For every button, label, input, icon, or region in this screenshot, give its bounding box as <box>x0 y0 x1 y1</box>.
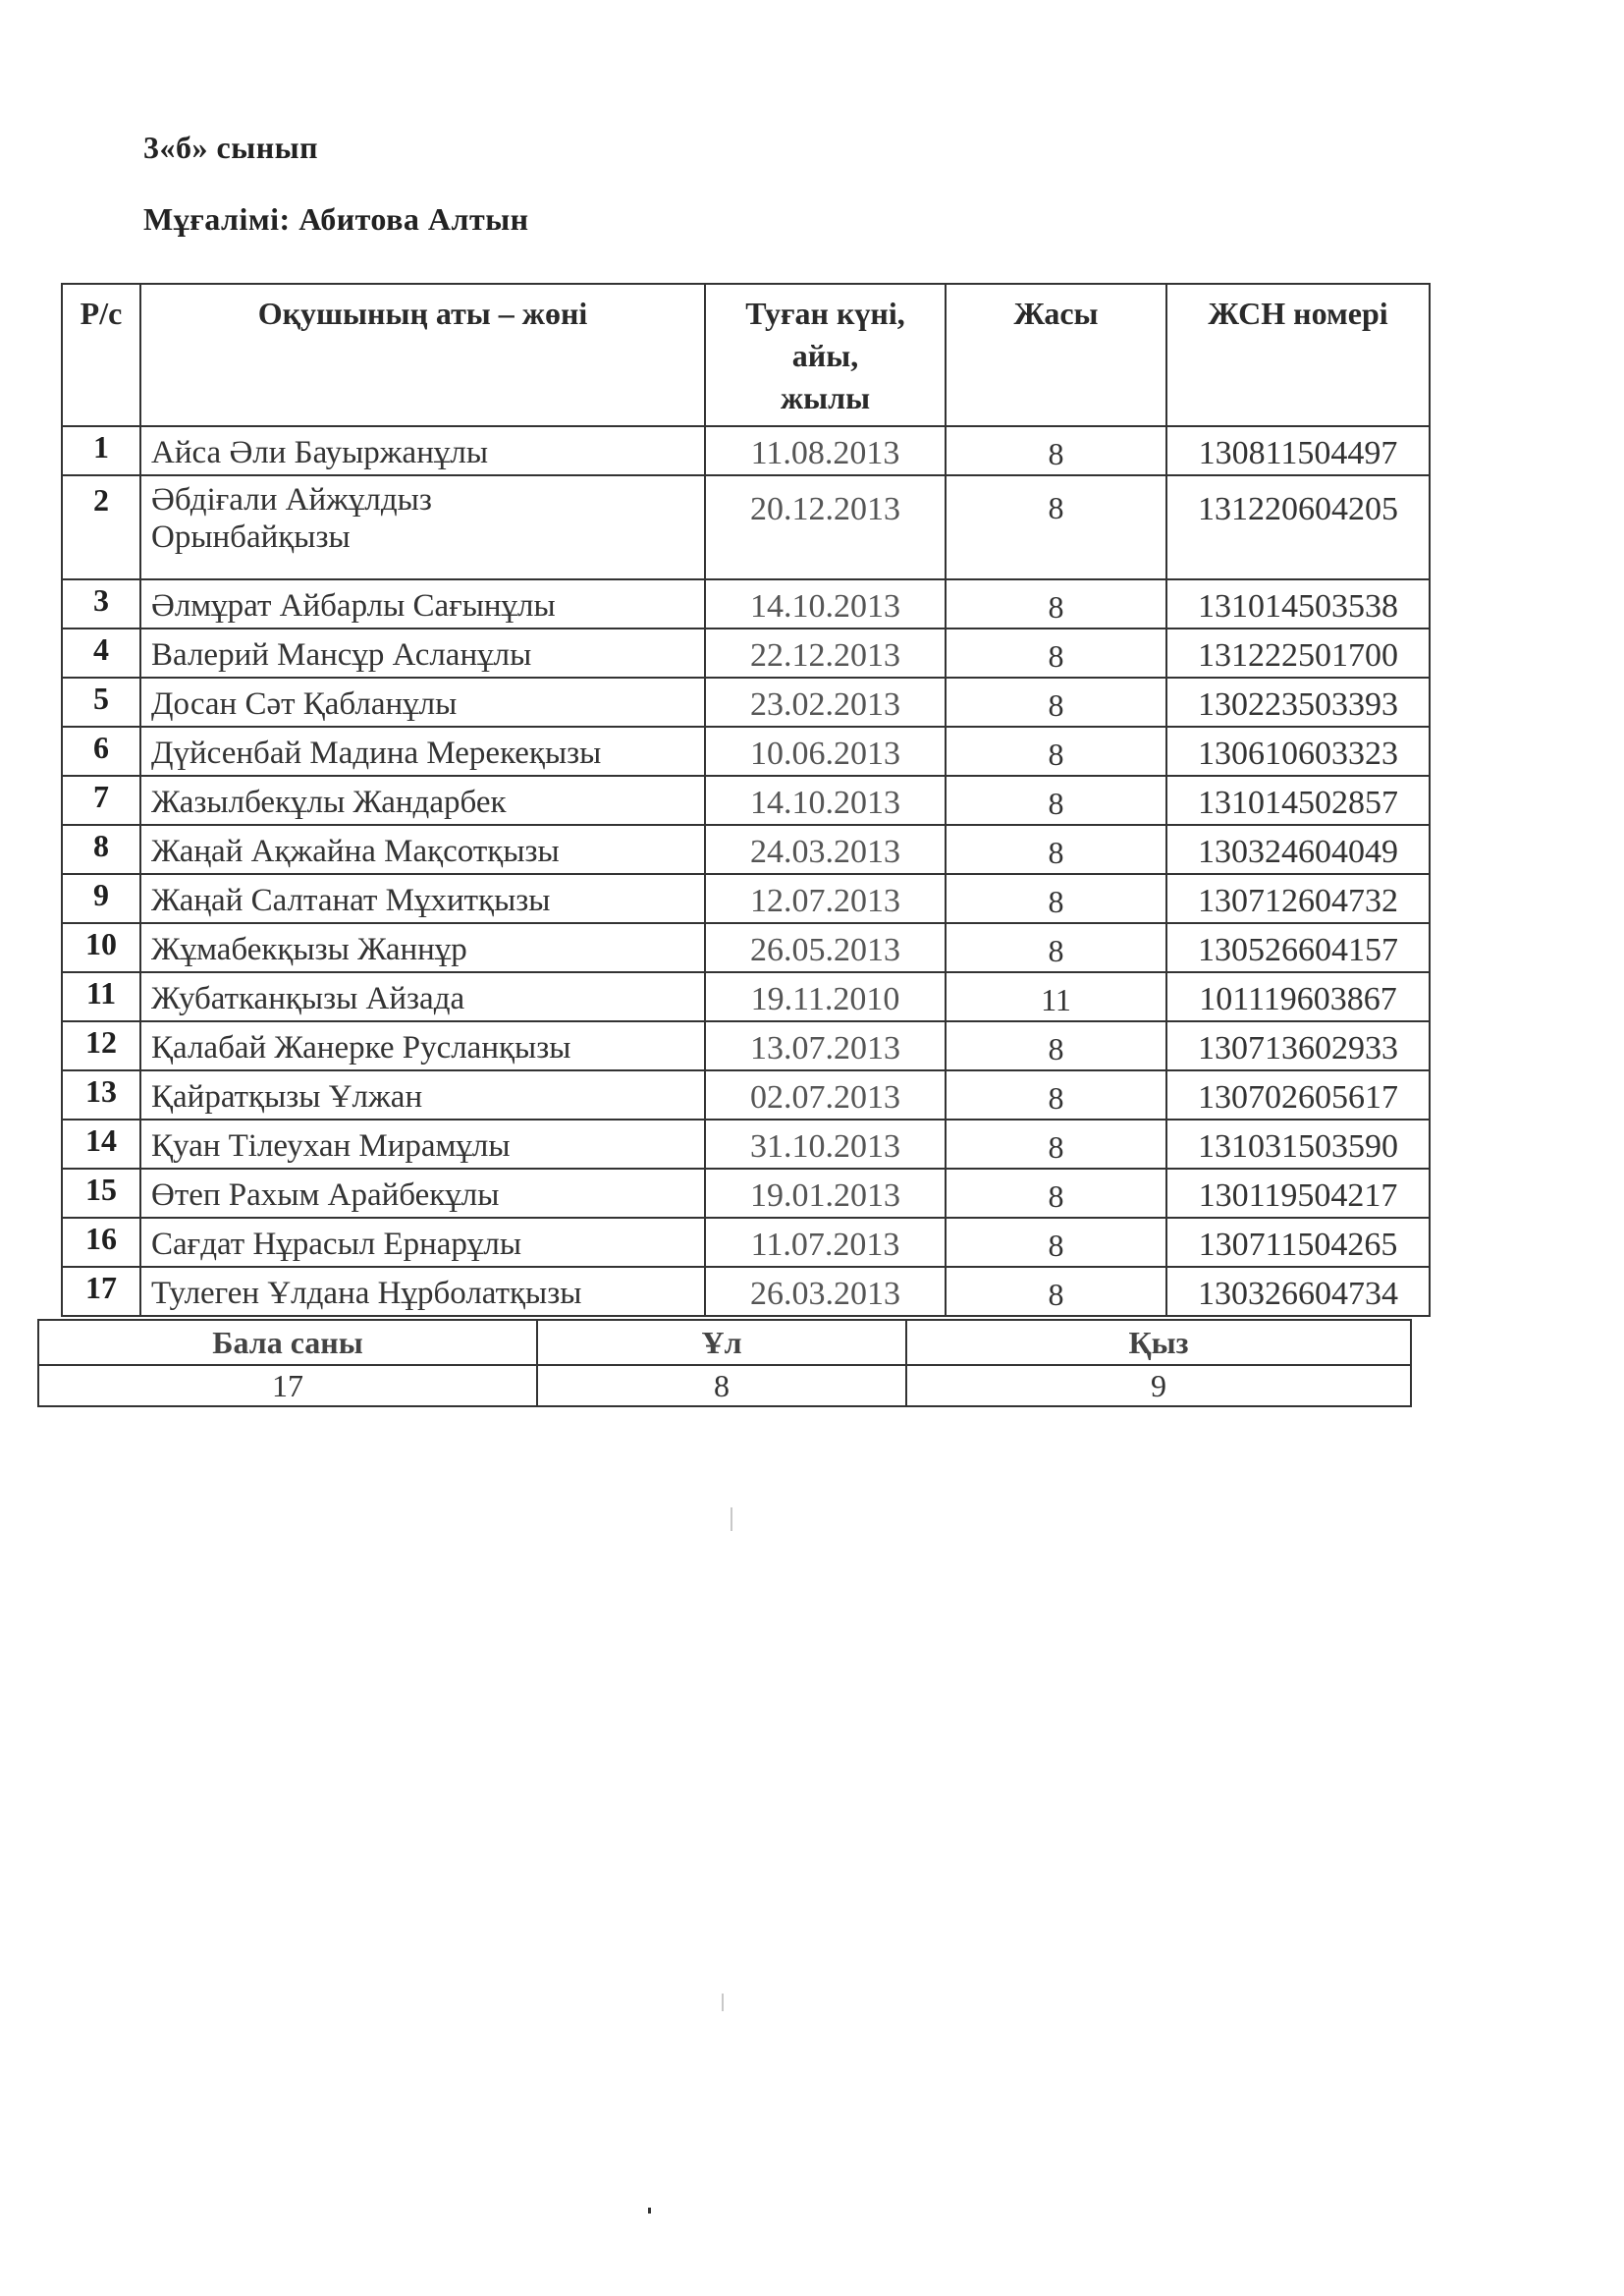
row-name <box>140 1169 705 1218</box>
scan-mark <box>722 1994 724 2011</box>
table-row <box>62 923 1430 972</box>
row-name-line1: Сағдат Нұрасыл Ернарұлы <box>151 1227 522 1263</box>
header-dob-line3: жылы <box>780 380 871 416</box>
row-name-line1: Қайратқызы Ұлжан <box>151 1079 423 1116</box>
row-num: 14 <box>62 1120 140 1169</box>
row-num: 6 <box>62 727 140 776</box>
row-num: 7 <box>62 776 140 825</box>
row-name <box>140 923 705 972</box>
row-age: 8 <box>946 629 1166 678</box>
table-row <box>62 629 1430 678</box>
row-iin: 131031503590 <box>1166 1120 1430 1169</box>
row-age: 8 <box>946 776 1166 825</box>
row-name <box>140 475 705 579</box>
row-name <box>140 629 705 678</box>
row-iin: 101119603867 <box>1166 972 1430 1021</box>
row-iin: 130119504217 <box>1166 1169 1430 1218</box>
scan-mark <box>648 2208 651 2214</box>
row-num: 11 <box>62 972 140 1021</box>
row-name <box>140 972 705 1021</box>
row-iin: 130610603323 <box>1166 727 1430 776</box>
summary-header-girls: Қыз <box>906 1320 1411 1365</box>
row-num: 17 <box>62 1267 140 1316</box>
row-dob: 13.07.2013 <box>705 1021 946 1070</box>
table-row <box>62 1218 1430 1267</box>
header-name: Оқушының аты – жөні <box>140 284 705 426</box>
row-num: 9 <box>62 874 140 923</box>
header-dob <box>705 284 946 426</box>
row-iin: 130526604157 <box>1166 923 1430 972</box>
row-iin: 130711504265 <box>1166 1218 1430 1267</box>
row-name <box>140 579 705 629</box>
row-dob: 26.03.2013 <box>705 1267 946 1316</box>
row-name-line1: Тулеген Ұлдана Нұрболатқызы <box>151 1276 582 1312</box>
row-name-line1: Валерий Мансұр Асланұлы <box>151 637 532 674</box>
row-num: 8 <box>62 825 140 874</box>
row-name <box>140 727 705 776</box>
summary-boys-value: 8 <box>537 1365 906 1406</box>
table-row <box>62 727 1430 776</box>
row-dob: 02.07.2013 <box>705 1070 946 1120</box>
row-num: 3 <box>62 579 140 629</box>
row-name-line1: Айса Әли Бауыржанұлы <box>151 435 488 471</box>
row-name-line1: Жаңай Салтанат Мұхитқызы <box>151 883 551 919</box>
row-age: 8 <box>946 579 1166 629</box>
row-name-line1: Жазылбекұлы Жандарбек <box>151 785 507 821</box>
row-name <box>140 825 705 874</box>
row-age: 8 <box>946 678 1166 727</box>
row-dob: 19.01.2013 <box>705 1169 946 1218</box>
row-name <box>140 678 705 727</box>
table-row <box>62 874 1430 923</box>
row-age: 8 <box>946 874 1166 923</box>
row-name-line1: Қуан Тілеухан Мирамұлы <box>151 1128 511 1165</box>
row-name <box>140 426 705 475</box>
row-dob: 24.03.2013 <box>705 825 946 874</box>
row-iin: 130223503393 <box>1166 678 1430 727</box>
row-num: 10 <box>62 923 140 972</box>
row-name <box>140 874 705 923</box>
row-name-line1: Әбдіғали Айжұлдыз <box>151 482 432 518</box>
row-num: 13 <box>62 1070 140 1120</box>
row-age: 8 <box>946 1070 1166 1120</box>
row-age: 8 <box>946 727 1166 776</box>
row-age: 8 <box>946 1218 1166 1267</box>
row-dob: 22.12.2013 <box>705 629 946 678</box>
row-name-line1: Досан Сәт Қабланұлы <box>151 686 458 723</box>
row-age: 8 <box>946 426 1166 475</box>
scan-mark <box>731 1507 732 1531</box>
row-dob: 26.05.2013 <box>705 923 946 972</box>
row-name <box>140 1070 705 1120</box>
row-name <box>140 1267 705 1316</box>
summary-header-total: Бала саны <box>38 1320 537 1365</box>
row-age: 8 <box>946 1169 1166 1218</box>
row-num: 12 <box>62 1021 140 1070</box>
table-row <box>62 972 1430 1021</box>
row-num: 4 <box>62 629 140 678</box>
row-dob: 14.10.2013 <box>705 579 946 629</box>
header-age: Жасы <box>946 284 1166 426</box>
row-name-line1: Өтеп Рахым Арайбекұлы <box>151 1177 500 1214</box>
row-iin: 130326604734 <box>1166 1267 1430 1316</box>
row-name-line1: Жубатканқызы Айзада <box>151 981 465 1017</box>
row-num: 5 <box>62 678 140 727</box>
table-row <box>62 1120 1430 1169</box>
table-row <box>62 825 1430 874</box>
summary-header-row <box>38 1320 1411 1365</box>
table-row <box>62 579 1430 629</box>
table-row <box>62 475 1430 579</box>
row-num: 2 <box>62 475 140 579</box>
row-name-line1: Қалабай Жанерке Русланқызы <box>151 1030 571 1066</box>
row-iin: 130811504497 <box>1166 426 1430 475</box>
table-row <box>62 1021 1430 1070</box>
summary-table <box>37 1319 1412 1407</box>
row-dob: 10.06.2013 <box>705 727 946 776</box>
row-iin: 131014503538 <box>1166 579 1430 629</box>
table-row <box>62 776 1430 825</box>
row-name-line1: Дүйсенбай Мадина Мерекеқызы <box>151 736 602 772</box>
row-iin: 130324604049 <box>1166 825 1430 874</box>
class-title: 3«б» сынып <box>143 130 319 165</box>
row-iin: 131222501700 <box>1166 629 1430 678</box>
row-age: 8 <box>946 1021 1166 1070</box>
table-row <box>62 1070 1430 1120</box>
students-table-header <box>62 284 1430 426</box>
row-num: 16 <box>62 1218 140 1267</box>
row-iin: 130702605617 <box>1166 1070 1430 1120</box>
summary-girls-value: 9 <box>906 1365 1411 1406</box>
students-table <box>61 283 1431 1317</box>
row-iin: 131220604205 <box>1166 475 1430 579</box>
row-name <box>140 1021 705 1070</box>
row-iin: 130712604732 <box>1166 874 1430 923</box>
row-iin: 130713602933 <box>1166 1021 1430 1070</box>
row-dob: 12.07.2013 <box>705 874 946 923</box>
table-row <box>62 1169 1430 1218</box>
row-name <box>140 776 705 825</box>
row-name-line1: Әлмұрат Айбарлы Сағынұлы <box>151 588 556 625</box>
teacher-line: Мұғалімі: Абитова Алтын <box>143 201 529 237</box>
row-dob: 20.12.2013 <box>705 475 946 579</box>
row-age: 8 <box>946 923 1166 972</box>
row-dob: 23.02.2013 <box>705 678 946 727</box>
row-name <box>140 1218 705 1267</box>
row-dob: 11.08.2013 <box>705 426 946 475</box>
header-dob-line2: айы, <box>791 338 859 374</box>
row-dob: 19.11.2010 <box>705 972 946 1021</box>
summary-total-value: 17 <box>38 1365 537 1406</box>
table-row <box>62 1267 1430 1316</box>
header-dob-line1: Туған күні, <box>745 296 905 331</box>
row-age: 8 <box>946 825 1166 874</box>
table-row <box>62 426 1430 475</box>
header-iin: ЖСН номері <box>1166 284 1430 426</box>
row-age: 8 <box>946 1120 1166 1169</box>
header-num: Р/с <box>62 284 140 426</box>
row-age: 8 <box>946 1267 1166 1316</box>
row-dob: 31.10.2013 <box>705 1120 946 1169</box>
table-row <box>62 678 1430 727</box>
row-name-line2: Орынбайқызы <box>151 519 351 555</box>
row-name-line1: Жұмабекқызы Жаннұр <box>151 932 467 968</box>
row-age: 11 <box>946 972 1166 1021</box>
summary-values-row <box>38 1365 1411 1406</box>
row-name <box>140 1120 705 1169</box>
row-age: 8 <box>946 475 1166 579</box>
row-num: 1 <box>62 426 140 475</box>
row-num: 15 <box>62 1169 140 1218</box>
row-name-line1: Жаңай Ақжайна Мақсотқызы <box>151 834 560 870</box>
row-iin: 131014502857 <box>1166 776 1430 825</box>
summary-header-boys: Ұл <box>537 1320 906 1365</box>
row-dob: 14.10.2013 <box>705 776 946 825</box>
row-dob: 11.07.2013 <box>705 1218 946 1267</box>
